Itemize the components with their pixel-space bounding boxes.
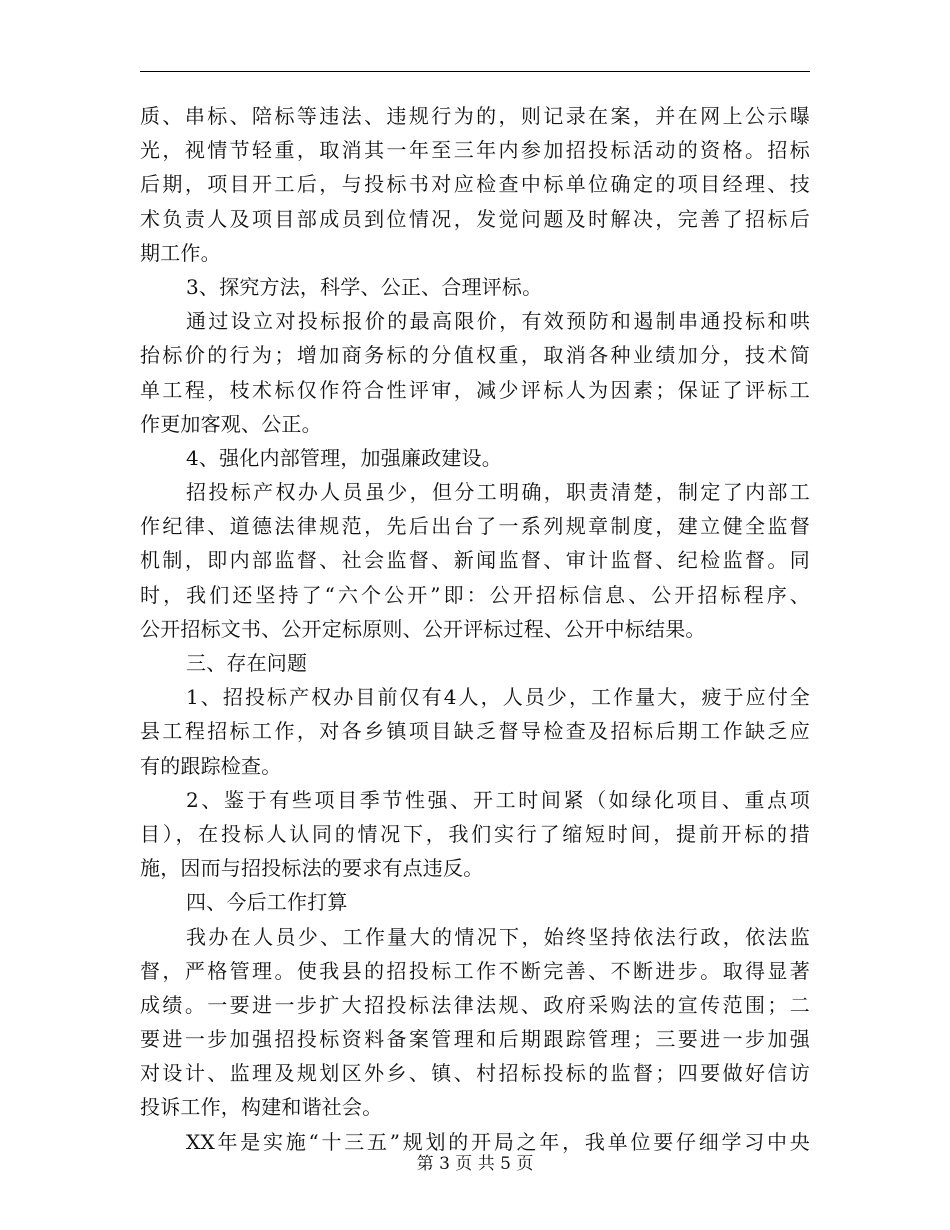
body-line: 督，严格管理。使我县的招投标工作不断完善、不断进步。取得显著 (140, 958, 810, 983)
body-line: 机制，即内部监督、社会监督、新闻监督、审计监督、纪检监督。同 (140, 548, 810, 573)
body-line: 质、串标、陪标等违法、违规行为的，则记录在案，并在网上公示曝 (140, 104, 810, 128)
body-line: 目），在投标人认同的情况下，我们实行了缩短时间，提前开标的措 (140, 821, 810, 846)
body-line: 要进一步加强招投标资料备案管理和后期跟踪管理；三要进一步加强 (140, 1027, 810, 1052)
body-line: 2、鉴于有些项目季节性强、开工时间紧（如绿化项目、重点项 (186, 787, 810, 812)
body-line: 单工程，枝术标仅作符合性评审，减少评标人为因素；保证了评标工 (140, 377, 810, 402)
body-line: 有的跟踪检查。 (140, 753, 282, 778)
document-body (140, 99, 810, 1159)
body-line: 投诉工作，构建和谐社会。 (140, 1095, 383, 1120)
body-line: 我办在人员少、工作量大的情况下，始终坚持依法行政，依法监 (186, 924, 810, 949)
body-line: 光，视情节轻重，取消其一年至三年内参加招投标活动的资格。招标 (140, 138, 810, 163)
section-heading: 四、今后工作打算 (186, 890, 348, 915)
body-line: 后期，项目开工后，与投标书对应检查中标单位确定的项目经理、技 (140, 172, 810, 197)
body-line: 对设计、监理及规划区外乡、镇、村招标投标的监督；四要做好信访 (140, 1061, 810, 1086)
page-number: 第 3 页 共 5 页 (416, 1154, 534, 1174)
section-heading: 3、探究方法，科学、公正、合理评标。 (186, 274, 543, 299)
body-line: 作更加客观、公正。 (140, 411, 322, 436)
body-line: 施，因而与招投标法的要求有点违反。 (140, 856, 484, 881)
body-line: 招投标产权办人员虽少，但分工明确，职责清楚，制定了内部工 (186, 480, 810, 505)
body-line: 期工作。 (140, 240, 221, 265)
body-line: 术负责人及项目部成员到位情况，发觉问题及时解决，完善了招标后 (140, 206, 810, 231)
body-line: 1、招投标产权办目前仅有4人，人员少，工作量大，疲于应付全 (186, 685, 810, 710)
header-rule (140, 71, 810, 72)
section-heading: 三、存在问题 (186, 651, 308, 675)
body-line: 公开招标文书、公开定标原则、公开评标过程、公开中标结果。 (140, 616, 706, 641)
body-line: 时，我们还坚持了“六个公开”即：公开招标信息、公开招标程序、 (140, 582, 810, 607)
body-line: 抬标价的行为；增加商务标的分值权重，取消各种业绩加分，技术简 (140, 343, 810, 368)
section-heading: 4、强化内部管理，加强廉政建设。 (186, 445, 502, 470)
body-line: XX年是实施“十三五”规划的开局之年，我单位要仔细学习中央 (186, 1129, 810, 1154)
body-line: 县工程招标工作，对各乡镇项目缺乏督导检查及招标后期工作缺乏应 (140, 719, 810, 744)
body-line: 作纪律、道德法律规范，先后出台了一系列规章制度，建立健全监督 (140, 514, 810, 539)
body-line: 通过设立对投标报价的最高限价，有效预防和遏制串通投标和哄 (186, 309, 810, 334)
body-line: 成绩。一要进一步扩大招投标法律法规、政府采购法的宣传范围；二 (140, 992, 810, 1017)
